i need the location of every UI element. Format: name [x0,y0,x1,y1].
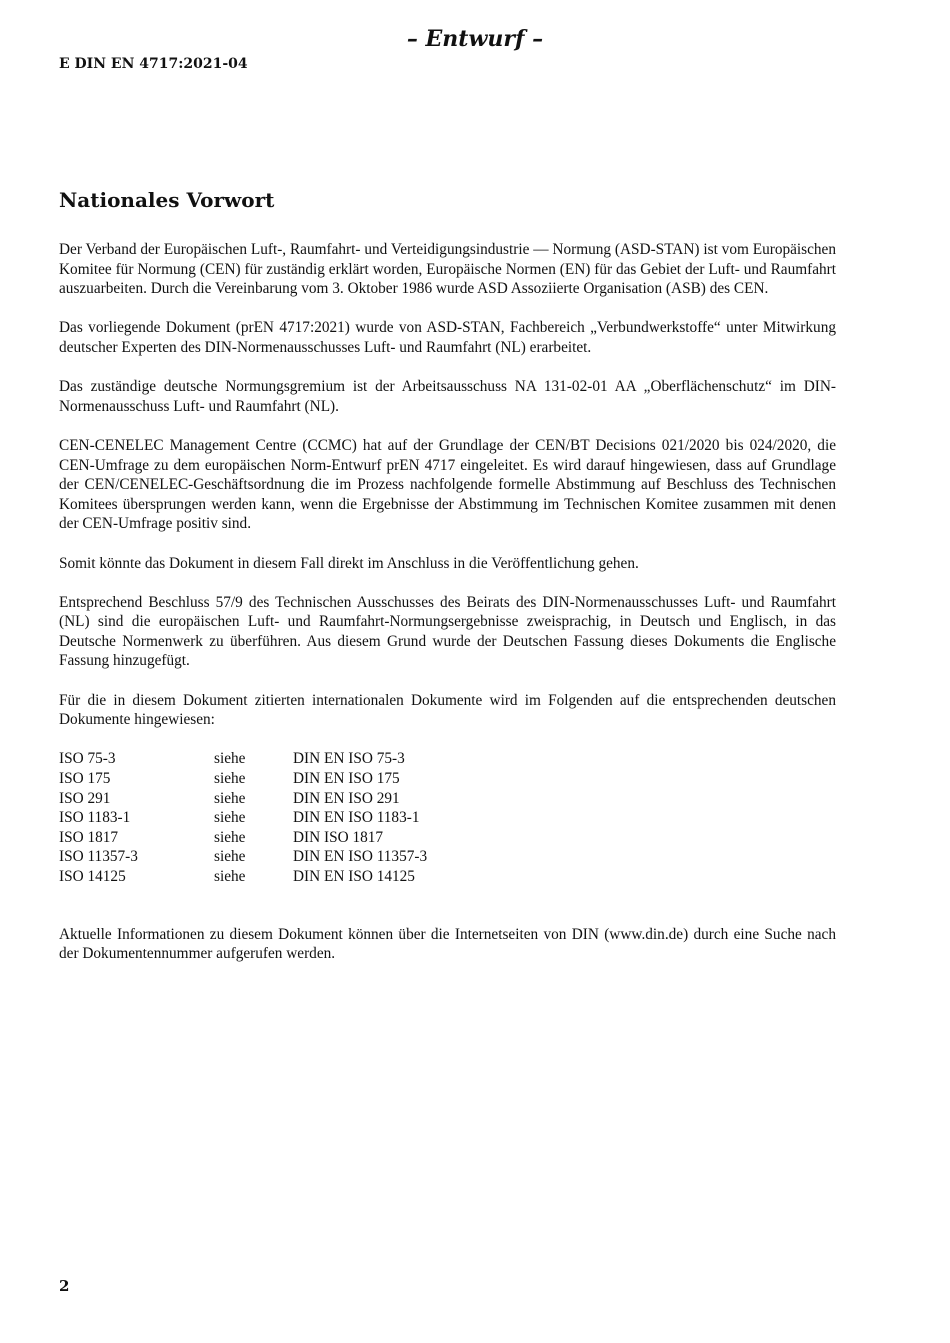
iso-reference: ISO 14125 [59,868,126,885]
iso-reference: ISO 1817 [59,828,119,846]
paragraph-asd-stan: Der Verband der Europäischen Luft-, Raumfahrt- und Verteidigungsindustrie — Normung (ASD-STAN) ist vom Europäischen Komitee für Normung (CEN) für zuständig erklärt worden, Europäische Normen (EN) für das Gebiet der Luft- und Raumfahrt auszuarbeiten. Durch die Vereinbarung vom 3. Oktober 1986 wurde ASD Assoziierte Organisation (ASB) des CEN. [59,241,836,298]
table-row [59,769,427,789]
table-row [59,828,427,848]
paragraph-document-origin: Das vorliegende Dokument (prEN 4717:2021) wurde von ASD-STAN, Fachbereich „Verbundwerkstoffe“ unter Mitwirkung deutscher Experten des DIN-Normenausschusses Luft- und Raumfahrt (NL) erarbeitet. [59,319,836,356]
paragraph-committee: Das zuständige deutsche Normungsgremium ist der Arbeitsausschuss NA 131-02-01 AA „Oberflächenschutz“ im DIN-Normenausschuss Luft- und Raumfahrt (NL). [59,378,836,415]
see-label: siehe [214,789,246,807]
reference-table [59,749,427,886]
paragraph-ccmc: CEN-CENELEC Management Centre (CCMC) hat auf der Grundlage der CEN/BT Decisions 021/2020 bis 024/2020, die CEN-Umfrage zu dem europäischen Norm-Entwurf prEN 4717 eingeleitet. Es wird darauf hingewiesen, dass auf Grundlage der CEN/CENELEC-Geschäftsordnung die im Prozess nachfolgende formelle Abstimmung auf Beschluss des Technischen Komitees übersprungen werden kann, wenn die Ergebnisse der Abstimmung im Technischen Komitee zusammen mit denen der CEN-Umfrage positiv sind. [59,436,836,533]
table-row [59,847,427,867]
din-reference: DIN EN ISO 1183-1 [293,809,420,827]
din-reference: DIN EN ISO 75-3 [293,750,405,768]
section-title: Nationales Vorwort [59,188,275,212]
iso-reference: ISO 11357-3 [59,848,138,866]
see-label: siehe [214,868,246,885]
din-reference: DIN EN ISO 291 [293,789,400,807]
iso-reference: ISO 175 [59,770,111,788]
see-label: siehe [214,828,246,846]
table-row [59,789,427,809]
table-row [59,749,427,769]
document-body [59,240,836,983]
see-label: siehe [214,809,246,827]
paragraph-publication: Somit könnte das Dokument in diesem Fall direkt im Anschluss in die Veröffentlichung gehen. [59,554,639,572]
draft-watermark-header: – Entwurf – [406,26,544,52]
iso-reference: ISO 291 [59,789,111,807]
see-label: siehe [214,770,246,788]
paragraph-bilingual: Entsprechend Beschluss 57/9 des Technischen Ausschusses des Beirats des DIN-Normenausschusses Luft- und Raumfahrt (NL) sind die europäischen Luft- und Raumfahrt-Normungsergebnisse zweisprachig, in Deutsch und Englisch, in das Deutsche Normenwerk zu überführen. Aus diesem Grund wurde der Deutschen Fassung dieses Dokuments die Englische Fassung hinzugefügt. [59,593,836,670]
paragraph-references-intro: Für die in diesem Dokument zitierten internationalen Dokumente wird im Folgenden auf die entsprechenden deutschen Dokumente hingewiesen: [59,691,836,729]
table-row [59,867,427,887]
din-reference: DIN EN ISO 175 [293,770,400,788]
table-row [59,808,427,828]
din-reference: DIN EN ISO 14125 [293,868,415,885]
iso-reference: ISO 1183-1 [59,809,131,827]
see-label: siehe [214,848,246,866]
din-reference: DIN EN ISO 11357-3 [293,848,428,866]
paragraph-din-website: Aktuelle Informationen zu diesem Dokument können über die Internetseiten von DIN (www.din.de) durch eine Suche nach der Dokumentennummer aufgerufen werden. [59,925,836,963]
see-label: siehe [214,750,246,768]
page-number: 2 [59,1277,70,1295]
iso-reference: ISO 75-3 [59,750,116,768]
document-id: E DIN EN 4717:2021-04 [59,56,248,72]
din-reference: DIN ISO 1817 [293,828,384,846]
